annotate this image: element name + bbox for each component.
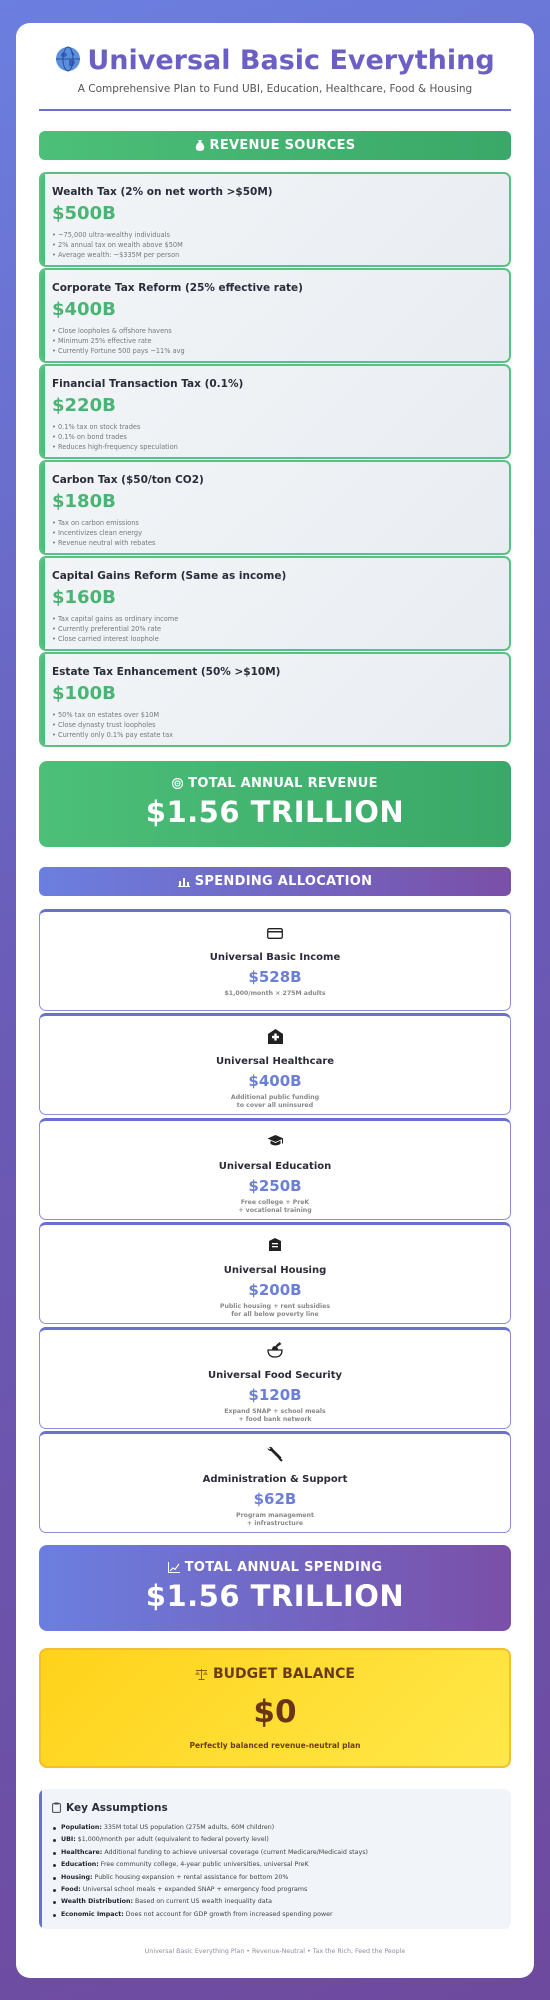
assumption-label: Wealth Distribution: — [61, 1898, 133, 1906]
spending-item-desc: Additional public funding to cover all uninsured — [230, 1094, 320, 1109]
spending-item-desc: Public housing + rent subsidies for all below poverty line — [219, 1303, 331, 1318]
total-revenue-label: TOTAL ANNUAL REVENUE — [188, 776, 378, 791]
spending-section-title: SPENDING ALLOCATION — [194, 874, 373, 889]
assumption-label: Housing: — [61, 1873, 93, 1881]
revenue-item-bullets — [52, 518, 156, 549]
list-item — [61, 1872, 368, 1884]
money-bag-icon — [195, 133, 205, 162]
revenue-bullet: • Reduces high-frequency speculation — [52, 443, 178, 452]
revenue-item-amount: $180B — [52, 491, 116, 512]
spending-item-desc: $1,000/month × 275M adults — [224, 990, 326, 997]
revenue-item — [39, 268, 511, 363]
globe-icon — [55, 46, 81, 72]
revenue-item-bullets — [52, 230, 183, 261]
revenue-bullet: • 0.1% tax on stock trades — [52, 423, 141, 431]
revenue-item-amount: $220B — [52, 395, 116, 416]
spending-item — [39, 1327, 511, 1429]
revenue-item-bullets — [52, 614, 178, 645]
spending-item — [39, 909, 511, 1011]
key-assumptions-list — [61, 1822, 368, 1921]
assumption-text: $1,000/month per adult (equivalent to federal poverty level) — [75, 1836, 269, 1844]
list-item — [61, 1896, 368, 1908]
revenue-item-bullets — [52, 710, 173, 741]
revenue-item-name: Estate Tax Enhancement (50% >$10M) — [52, 666, 281, 678]
spending-section-header — [39, 867, 511, 896]
wrench-icon — [267, 1446, 283, 1466]
assumption-label: UBI: — [61, 1836, 76, 1844]
hospital-icon — [267, 1028, 284, 1048]
revenue-item-bullets — [52, 326, 185, 357]
revenue-item-amount: $500B — [52, 203, 116, 224]
budget-balance-label-row — [41, 1666, 509, 1684]
revenue-item-name: Capital Gains Reform (Same as income) — [52, 570, 287, 582]
page-footer: Universal Basic Everything Plan • Revenue-Neutral • Tax the Rich, Feed the People — [144, 1948, 406, 1955]
total-revenue-value: $1.56 TRILLION — [145, 795, 405, 829]
revenue-item-name: Financial Transaction Tax (0.1%) — [52, 378, 244, 390]
list-item — [61, 1834, 368, 1846]
total-revenue-box — [39, 761, 511, 847]
spending-item-amount: $400B — [248, 1072, 302, 1090]
revenue-bullet: • Currently preferential 20% rate — [52, 625, 162, 634]
revenue-section-header — [39, 131, 511, 160]
spending-item-name: Administration & Support — [202, 1474, 348, 1485]
revenue-item-name: Carbon Tax ($50/ton CO2) — [52, 474, 204, 486]
revenue-bullet: • Minimum 25% effective rate — [52, 337, 152, 346]
total-spending-value: $1.56 TRILLION — [145, 1579, 405, 1613]
key-assumptions-title-row — [52, 1802, 168, 1816]
title-divider — [39, 109, 511, 111]
revenue-bullet: • Close loopholes & offshore havens — [52, 327, 172, 335]
spending-item-desc: Program management + infrastructure — [236, 1512, 314, 1527]
assumption-label: Education: — [61, 1861, 99, 1869]
spending-item-name: Universal Education — [218, 1161, 332, 1172]
list-item — [61, 1822, 368, 1834]
budget-balance-label: BUDGET BALANCE — [213, 1666, 355, 1682]
assumption-text: Free community college, 4-year public universities, universal PreK — [98, 1861, 309, 1869]
revenue-item-bullets — [52, 422, 178, 453]
food-bowl-icon — [267, 1342, 283, 1362]
assumption-text: Does not account for GDP growth from increased spending power — [123, 1910, 333, 1918]
revenue-bullet: • Average wealth: ~$335M per person — [52, 251, 180, 260]
assumption-text: Public housing expansion + rental assistance for bottom 20% — [92, 1873, 289, 1881]
spending-item — [39, 1118, 511, 1220]
list-item — [61, 1909, 368, 1921]
revenue-bullet: • 2% annual tax on wealth above $50M — [52, 241, 183, 250]
revenue-bullet: • Tax on carbon emissions — [52, 519, 139, 527]
main-card — [16, 23, 534, 1978]
assumption-text: Additional funding to achieve universal coverage (current Medicare/Medicaid stays) — [102, 1848, 368, 1856]
total-spending-label-row — [39, 1560, 511, 1577]
assumption-text: 335M total US population (275M adults, 60M children) — [101, 1824, 275, 1831]
assumption-label: Economic Impact: — [61, 1910, 124, 1918]
revenue-bullet: • Currently Fortune 500 pays ~11% avg — [52, 347, 185, 356]
list-item — [61, 1859, 368, 1871]
assumption-text: Universal school meals + expanded SNAP + emergency food programs — [80, 1885, 308, 1893]
spending-item — [39, 1431, 511, 1533]
revenue-section-title: REVENUE SOURCES — [209, 138, 356, 153]
revenue-bullet: • 0.1% on bond trades — [52, 433, 127, 442]
spending-item-amount: $528B — [248, 968, 302, 986]
scales-icon — [195, 1668, 208, 1684]
budget-balance-value: $0 — [253, 1694, 297, 1730]
revenue-bullet: • Incentivizes clean energy — [52, 529, 142, 538]
spending-item-amount: $120B — [248, 1386, 302, 1404]
revenue-bullet: • Revenue neutral with rebates — [52, 539, 156, 548]
revenue-item — [39, 364, 511, 459]
spending-item-name: Universal Food Security — [207, 1370, 342, 1381]
assumption-label: Healthcare: — [61, 1848, 103, 1856]
bar-chart-icon — [178, 869, 190, 898]
revenue-item — [39, 652, 511, 747]
spending-item — [39, 1222, 511, 1324]
spending-item-name: Universal Housing — [223, 1265, 327, 1276]
key-assumptions-title: Key Assumptions — [66, 1802, 168, 1814]
revenue-item-name: Corporate Tax Reform (25% effective rate) — [52, 282, 303, 294]
revenue-item — [39, 172, 511, 267]
revenue-item — [39, 460, 511, 555]
revenue-bullet: • Tax capital gains as ordinary income — [52, 615, 179, 623]
budget-balance-box — [39, 1648, 511, 1768]
total-spending-box — [39, 1545, 511, 1631]
revenue-item-name: Wealth Tax (2% on net worth >$50M) — [52, 186, 273, 198]
spending-item-name: Universal Basic Income — [209, 952, 341, 963]
revenue-bullet: • 50% tax on estates over $10M — [52, 711, 160, 719]
assumption-label: Food: — [61, 1885, 81, 1893]
card-icon — [267, 924, 283, 944]
key-assumptions-panel — [39, 1789, 511, 1929]
target-icon — [172, 778, 183, 793]
page-title-row — [16, 45, 534, 76]
spending-item — [39, 1013, 511, 1115]
revenue-bullet: • Currently only 0.1% pay estate tax — [52, 731, 174, 740]
spending-item-amount: $250B — [248, 1177, 302, 1195]
page-subtitle: A Comprehensive Plan to Fund UBI, Education, Healthcare, Food & Housing — [77, 83, 473, 95]
graduation-cap-icon — [267, 1133, 284, 1153]
spending-item-desc: Free college + PreK + vocational training — [238, 1199, 312, 1214]
revenue-bullet: • ~75,000 ultra-wealthy individuals — [52, 231, 170, 239]
spending-item-desc: Expand SNAP + school meals + food bank network — [224, 1408, 326, 1423]
total-revenue-label-row — [39, 776, 511, 793]
revenue-item-amount: $160B — [52, 587, 116, 608]
budget-balance-note: Perfectly balanced revenue-neutral plan — [189, 1741, 361, 1750]
assumption-label: Population: — [61, 1824, 102, 1831]
revenue-item-amount: $400B — [52, 299, 116, 320]
list-item — [61, 1884, 368, 1896]
list-item — [61, 1847, 368, 1859]
trend-chart-icon — [168, 1562, 180, 1577]
clipboard-icon — [52, 1802, 61, 1816]
building-icon — [268, 1237, 282, 1257]
revenue-bullet: • Close carried interest loophole — [52, 635, 159, 644]
revenue-item — [39, 556, 511, 651]
revenue-bullet: • Close dynasty trust loopholes — [52, 721, 156, 730]
total-spending-label: TOTAL ANNUAL SPENDING — [184, 1560, 383, 1575]
revenue-item-amount: $100B — [52, 683, 116, 704]
spending-item-amount: $200B — [248, 1281, 302, 1299]
page-title: Universal Basic Everything — [87, 45, 495, 76]
spending-item-amount: $62B — [253, 1490, 297, 1508]
assumption-text: Based on current US wealth inequality data — [132, 1898, 272, 1906]
spending-item-name: Universal Healthcare — [215, 1056, 335, 1067]
